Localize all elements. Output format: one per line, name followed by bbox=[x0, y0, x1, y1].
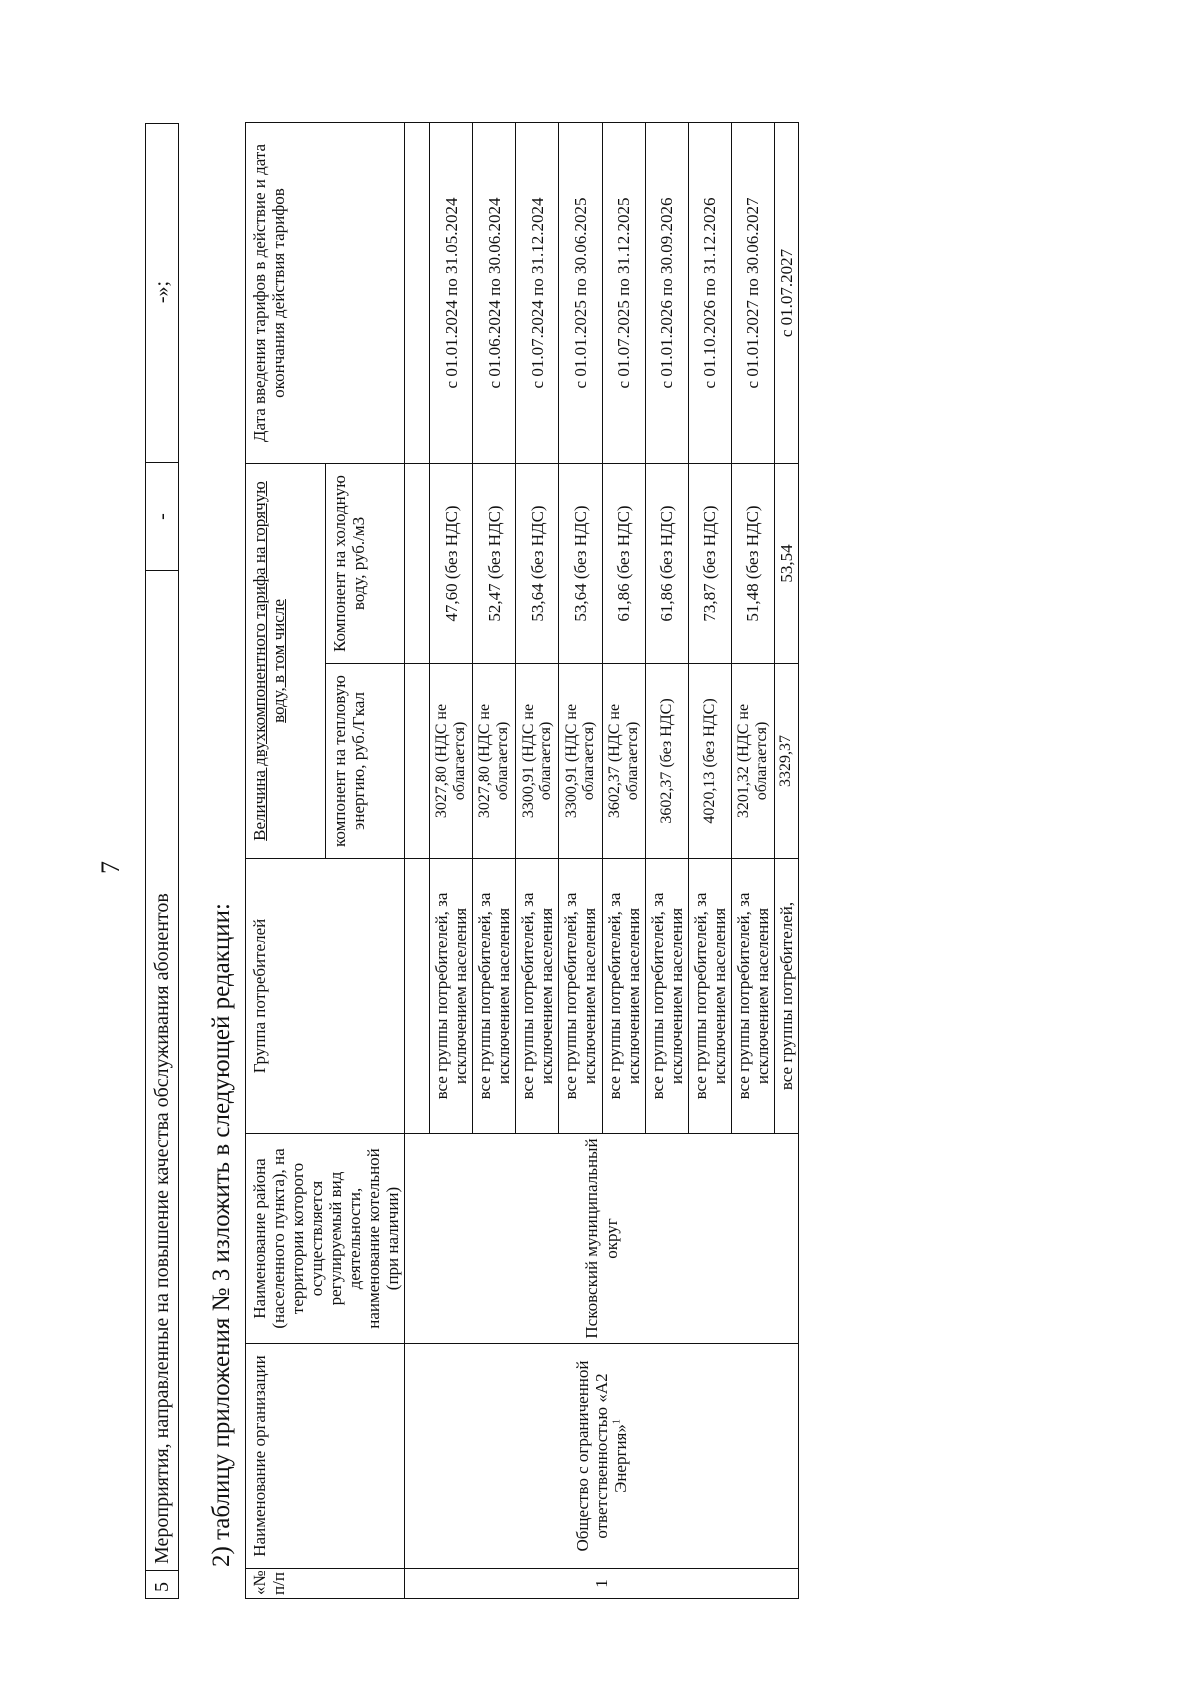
district-name: Псковский муниципальный округ bbox=[405, 1134, 799, 1344]
dates-cell: с 01.07.2024 по 31.12.2024 bbox=[516, 123, 559, 464]
heat-cell: 3027,80 (НДС не облагается) bbox=[430, 664, 473, 859]
dates-cell: с 01.10.2026 по 31.12.2026 bbox=[688, 123, 731, 464]
cold-cell: 53,54 bbox=[774, 464, 798, 664]
section-heading: 2) таблицу приложения № 3 изложить в следующей редакции: bbox=[208, 903, 235, 1567]
item5-text: Мероприятия, направленные на повышение качества обслуживания абонентов bbox=[146, 570, 178, 1570]
row-number: 1 bbox=[405, 1569, 799, 1599]
header-cold: Компонент на холодную воду, руб./м3 bbox=[325, 464, 405, 664]
heat-cell: 3602,37 (без НДС) bbox=[645, 664, 688, 859]
group-cell: все группы потребителей, за исключением населения bbox=[688, 859, 731, 1134]
heat-cell: 4020,13 (без НДС) bbox=[688, 664, 731, 859]
dates-cell bbox=[405, 123, 430, 464]
dates-cell: с 01.06.2024 по 30.06.2024 bbox=[473, 123, 516, 464]
header-row-1 bbox=[246, 123, 326, 1599]
header-org: Наименование организации bbox=[246, 1344, 405, 1569]
group-cell: все группы потребителей, за исключением населения bbox=[731, 859, 774, 1134]
cold-cell: 47,60 (без НДС) bbox=[430, 464, 473, 664]
group-cell: все группы потребителей, за исключением населения bbox=[430, 859, 473, 1134]
heat-cell: 3300,91 (НДС не облагается) bbox=[559, 664, 602, 859]
org-name-cell bbox=[405, 1344, 799, 1569]
item5-col4: -»; bbox=[150, 280, 173, 304]
heat-cell bbox=[405, 664, 430, 859]
header-tariff: Величина двухкомпонентного тарифа на горячую воду, в том числе bbox=[246, 464, 326, 859]
cold-cell: 51,48 (без НДС) bbox=[731, 464, 774, 664]
group-cell: все группы потребителей, за исключением населения bbox=[473, 859, 516, 1134]
dates-cell: с 01.01.2027 по 30.06.2027 bbox=[731, 123, 774, 464]
group-cell bbox=[405, 859, 430, 1134]
dates-cell: с 01.07.2025 по 31.12.2025 bbox=[602, 123, 645, 464]
heat-cell: 3201,32 (НДС не облагается) bbox=[731, 664, 774, 859]
cold-cell: 53,64 (без НДС) bbox=[516, 464, 559, 664]
group-cell: все группы потребителей, bbox=[774, 859, 798, 1134]
dates-cell: с 01.01.2024 по 31.05.2024 bbox=[430, 123, 473, 464]
header-heat: компонент на тепловую энергию, руб./Гкал bbox=[325, 664, 405, 859]
page-number: 7 bbox=[96, 861, 125, 874]
group-cell: все группы потребителей, за исключением населения bbox=[516, 859, 559, 1134]
item5-number: 5 bbox=[146, 1570, 178, 1598]
heat-cell: 3602,37 (НДС не облагается) bbox=[602, 664, 645, 859]
group-cell: все группы потребителей, за исключением населения bbox=[559, 859, 602, 1134]
heat-cell: 3300,91 (НДС не облагается) bbox=[516, 664, 559, 859]
dates-cell: с 01.01.2025 по 30.06.2025 bbox=[559, 123, 602, 464]
cold-cell: 53,64 (без НДС) bbox=[559, 464, 602, 664]
org-footnote: 1 bbox=[611, 1419, 623, 1425]
header-dates: Дата введения тарифов в действие и дата окончания действия тарифов bbox=[246, 123, 405, 464]
item5-row bbox=[145, 123, 179, 1599]
cold-cell: 52,47 (без НДС) bbox=[473, 464, 516, 664]
cold-cell bbox=[405, 464, 430, 664]
table-row bbox=[405, 123, 430, 1599]
cold-cell: 73,87 (без НДС) bbox=[688, 464, 731, 664]
heat-cell: 3329,37 bbox=[774, 664, 798, 859]
header-num: «№ п/п bbox=[246, 1569, 405, 1599]
dates-cell: с 01.07.2027 bbox=[774, 123, 798, 464]
group-cell: все группы потребителей, за исключением населения bbox=[645, 859, 688, 1134]
header-district: Наименование района (населенного пункта), на территории которого осуществляется регулируемый вид деятельности, наименование котельной (при наличии) bbox=[246, 1134, 405, 1344]
cold-cell: 61,86 (без НДС) bbox=[645, 464, 688, 664]
tariff-table bbox=[245, 122, 799, 1599]
group-cell: все группы потребителей, за исключением населения bbox=[602, 859, 645, 1134]
heat-cell: 3027,80 (НДС не облагается) bbox=[473, 664, 516, 859]
cold-cell: 61,86 (без НДС) bbox=[602, 464, 645, 664]
dates-cell: с 01.01.2026 по 30.09.2026 bbox=[645, 123, 688, 464]
org-name: Общество с ограниченной ответственностью «А2 Энергия» bbox=[572, 1360, 631, 1552]
item5-col3: - bbox=[146, 462, 178, 570]
header-group: Группа потребителей bbox=[246, 859, 405, 1134]
